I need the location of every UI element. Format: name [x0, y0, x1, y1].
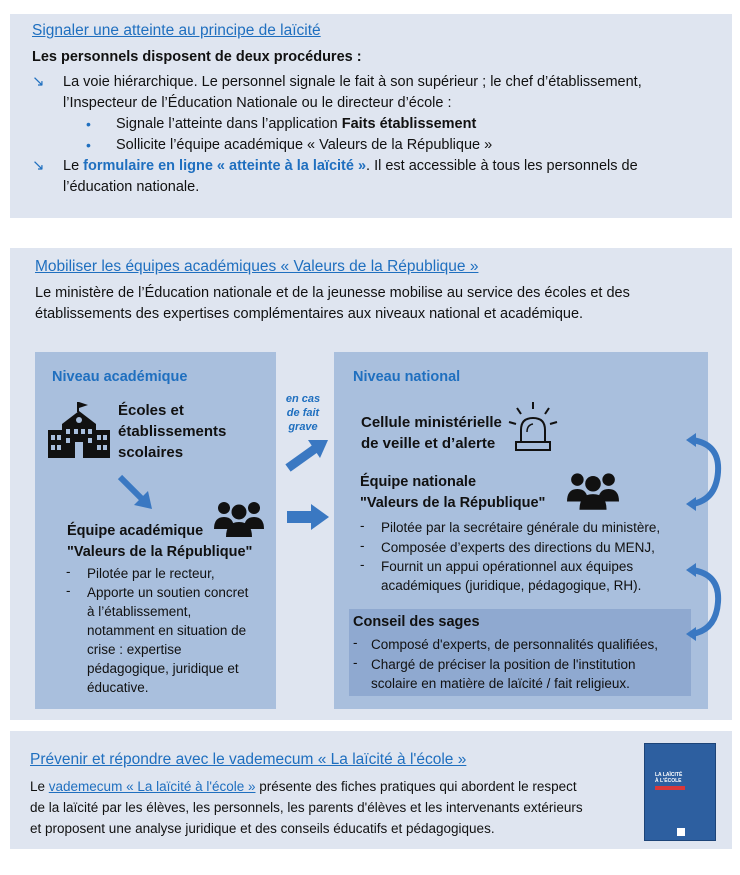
people-icon [567, 470, 619, 510]
vademecum-line1: Le vademecum « La laïcité à l'école » présente des fiches pratiques qui abordent le respect [30, 779, 577, 794]
arrow-right-icon [287, 504, 329, 530]
national-team-label: Équipe nationale "Valeurs de la République" [360, 474, 546, 511]
academic-item-support: Apporte un soutien concret à l’établissement, notamment en situation de crise : expertise pédagogique, juridique et éducative. [87, 585, 249, 695]
council-of-sages-box [349, 609, 691, 696]
arrow-down-right-icon [118, 475, 158, 515]
cover-red-band [655, 786, 685, 790]
arrow-bullet-icon: ↘ [32, 73, 45, 90]
bullet-dot-icon: • [86, 137, 91, 153]
arrow-up-right-icon [286, 438, 330, 472]
academic-team-label: Équipe académique "Valeurs de la République" [67, 523, 253, 560]
mobilize-intro-line2: établissements des expertises complémentaires aux niveaux national et académique. [35, 306, 584, 322]
council-of-sages-title: Conseil des sages [353, 614, 480, 630]
people-icon [214, 499, 264, 537]
vademecum-section-title: Prévenir et répondre avec le vademecum « La laïcité à l'école » [30, 751, 467, 768]
vademecum-cover-image[interactable] [644, 743, 716, 841]
cycle-arrows-icon [686, 560, 722, 644]
online-form-line2: l’éducation nationale. [63, 179, 200, 195]
national-item-support: Fournit un appui opérationnel aux équipes académiques (juridique, pédagogique, RH). [381, 559, 642, 593]
faits-etablissement-label: Faits établissement [341, 116, 477, 132]
bullet-dot-icon: • [86, 116, 91, 132]
school-icon [48, 402, 110, 460]
report-intro: Les personnels disposent de deux procédures : [32, 49, 362, 65]
cycle-arrows-icon [686, 430, 722, 514]
sages-item-composition: Composé d'experts, de personnalités qualifiées, [371, 637, 658, 652]
sub-item-solicit-team: Sollicite l’équipe académique « Valeurs de la République » [116, 137, 493, 153]
vademecum-line3: et proposent une analyse juridique et des conseils éducatifs et pédagogiques. [30, 821, 495, 836]
dash-bullet: - [353, 655, 358, 670]
dash-bullet: - [360, 518, 365, 533]
cover-logo [677, 828, 685, 836]
report-section [10, 14, 732, 218]
mobilize-section-title: Mobiliser les équipes académiques « Valeurs de la République » [35, 258, 479, 275]
national-item-experts: Composée d’experts des directions du MENJ, [381, 540, 655, 555]
dash-bullet: - [353, 635, 358, 650]
national-level-title: Niveau national [353, 369, 461, 385]
academic-level-title: Niveau académique [52, 369, 188, 385]
dash-bullet: - [66, 564, 71, 579]
alarm-light-icon [508, 402, 558, 454]
sages-item-position: Chargé de préciser la position de l'institution scolaire en matière de laïcité / fait religieux. [371, 657, 636, 691]
report-section-title: Signaler une atteinte au principe de laïcité [32, 22, 321, 39]
online-form-line1: Le formulaire en ligne « atteinte à la laïcité ». Il est accessible à tous les personnels de [63, 158, 638, 174]
dash-bullet: - [66, 583, 71, 598]
hierarchical-route-line1: La voie hiérarchique. Le personnel signale le fait à son supérieur ; le chef d’établissement, [63, 74, 642, 90]
vademecum-line2: de la laïcité par les élèves, les personnels, les parents d'élèves et les intervenants extérieurs [30, 800, 583, 815]
dash-bullet: - [360, 557, 365, 572]
academic-item-recteur: Pilotée par le recteur, [87, 566, 215, 581]
vademecum-section [10, 731, 732, 849]
mobilize-intro-line1: Le ministère de l’Éducation nationale et de la jeunesse mobilise au service des écoles et des [35, 285, 630, 301]
dash-bullet: - [360, 538, 365, 553]
ministerial-cell-label: Cellule ministérielle de veille et d’alerte [361, 414, 502, 452]
arrow-bullet-icon: ↘ [32, 157, 45, 174]
cover-title: LA LAÏCITÉ À L'ÉCOLE [655, 772, 683, 784]
national-item-secretary: Pilotée par la secrétaire générale du ministère, [381, 520, 661, 535]
serious-case-label: en cas de fait grave [285, 393, 321, 433]
online-form-link[interactable]: formulaire en ligne « atteinte à la laïcité » [83, 158, 367, 174]
vademecum-link[interactable]: vademecum « La laïcité à l'école » [48, 779, 256, 794]
schools-label: Écoles et établissements scolaires [118, 402, 227, 461]
sub-item-faits-etablissement: Signale l’atteinte dans l’application Faits établissement [116, 116, 477, 132]
hierarchical-route-line2: l’Inspecteur de l’Éducation Nationale ou le directeur d’école : [63, 95, 452, 111]
